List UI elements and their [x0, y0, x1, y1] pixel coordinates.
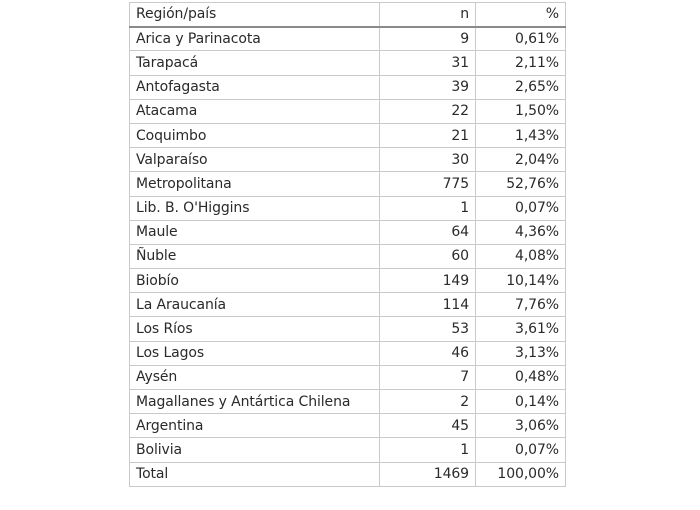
cell-n: 1469: [380, 462, 476, 486]
cell-n: 31: [380, 51, 476, 75]
table-header: [130, 3, 566, 27]
cell-percent: 100,00%: [476, 462, 566, 486]
cell-percent: 1,50%: [476, 99, 566, 123]
header-row: [130, 3, 566, 27]
cell-n: 39: [380, 75, 476, 99]
table-row: [130, 220, 566, 244]
table-row: [130, 75, 566, 99]
cell-region: Metropolitana: [130, 172, 380, 196]
cell-percent: 0,07%: [476, 196, 566, 220]
cell-n: 45: [380, 414, 476, 438]
cell-percent: 0,07%: [476, 438, 566, 462]
data-table-container: [129, 2, 566, 487]
cell-percent: 2,04%: [476, 148, 566, 172]
cell-percent: 1,43%: [476, 123, 566, 147]
table-row: [130, 317, 566, 341]
cell-region: Atacama: [130, 99, 380, 123]
table-body: [130, 27, 566, 487]
cell-percent: 0,61%: [476, 27, 566, 51]
cell-percent: 0,48%: [476, 365, 566, 389]
region-country-table: [129, 2, 566, 487]
cell-region: Los Ríos: [130, 317, 380, 341]
table-row: [130, 438, 566, 462]
cell-n: 149: [380, 269, 476, 293]
cell-region: Tarapacá: [130, 51, 380, 75]
cell-region: Biobío: [130, 269, 380, 293]
cell-region: Arica y Parinacota: [130, 27, 380, 51]
table-row: [130, 244, 566, 268]
cell-region: Los Lagos: [130, 341, 380, 365]
cell-region: Aysén: [130, 365, 380, 389]
table-row: [130, 99, 566, 123]
table-row: [130, 51, 566, 75]
cell-region: Ñuble: [130, 244, 380, 268]
cell-n: 775: [380, 172, 476, 196]
cell-percent: 2,65%: [476, 75, 566, 99]
cell-n: 1: [380, 196, 476, 220]
cell-region: Maule: [130, 220, 380, 244]
cell-percent: 10,14%: [476, 269, 566, 293]
cell-n: 7: [380, 365, 476, 389]
table-row: [130, 123, 566, 147]
total-row: [130, 462, 566, 486]
cell-percent: 3,06%: [476, 414, 566, 438]
cell-region: La Araucanía: [130, 293, 380, 317]
table-row: [130, 390, 566, 414]
cell-percent: 3,13%: [476, 341, 566, 365]
cell-region: Coquimbo: [130, 123, 380, 147]
cell-region: Lib. B. O'Higgins: [130, 196, 380, 220]
cell-n: 46: [380, 341, 476, 365]
cell-region: Valparaíso: [130, 148, 380, 172]
cell-region: Magallanes y Antártica Chilena: [130, 390, 380, 414]
cell-percent: 7,76%: [476, 293, 566, 317]
cell-percent: 2,11%: [476, 51, 566, 75]
table-row: [130, 293, 566, 317]
table-row: [130, 148, 566, 172]
cell-percent: 4,36%: [476, 220, 566, 244]
cell-region: Argentina: [130, 414, 380, 438]
cell-n: 21: [380, 123, 476, 147]
cell-n: 60: [380, 244, 476, 268]
cell-n: 1: [380, 438, 476, 462]
cell-region: Total: [130, 462, 380, 486]
table-row: [130, 27, 566, 51]
table-row: [130, 365, 566, 389]
table-row: [130, 414, 566, 438]
cell-n: 114: [380, 293, 476, 317]
cell-n: 22: [380, 99, 476, 123]
header-percent: %: [476, 3, 566, 27]
table-row: [130, 172, 566, 196]
cell-region: Antofagasta: [130, 75, 380, 99]
cell-n: 9: [380, 27, 476, 51]
cell-percent: 0,14%: [476, 390, 566, 414]
cell-percent: 3,61%: [476, 317, 566, 341]
cell-n: 64: [380, 220, 476, 244]
cell-n: 2: [380, 390, 476, 414]
cell-percent: 52,76%: [476, 172, 566, 196]
cell-percent: 4,08%: [476, 244, 566, 268]
header-n: n: [380, 3, 476, 27]
cell-n: 53: [380, 317, 476, 341]
table-row: [130, 196, 566, 220]
table-row: [130, 341, 566, 365]
cell-n: 30: [380, 148, 476, 172]
header-region: Región/país: [130, 3, 380, 27]
cell-region: Bolivia: [130, 438, 380, 462]
table-row: [130, 269, 566, 293]
